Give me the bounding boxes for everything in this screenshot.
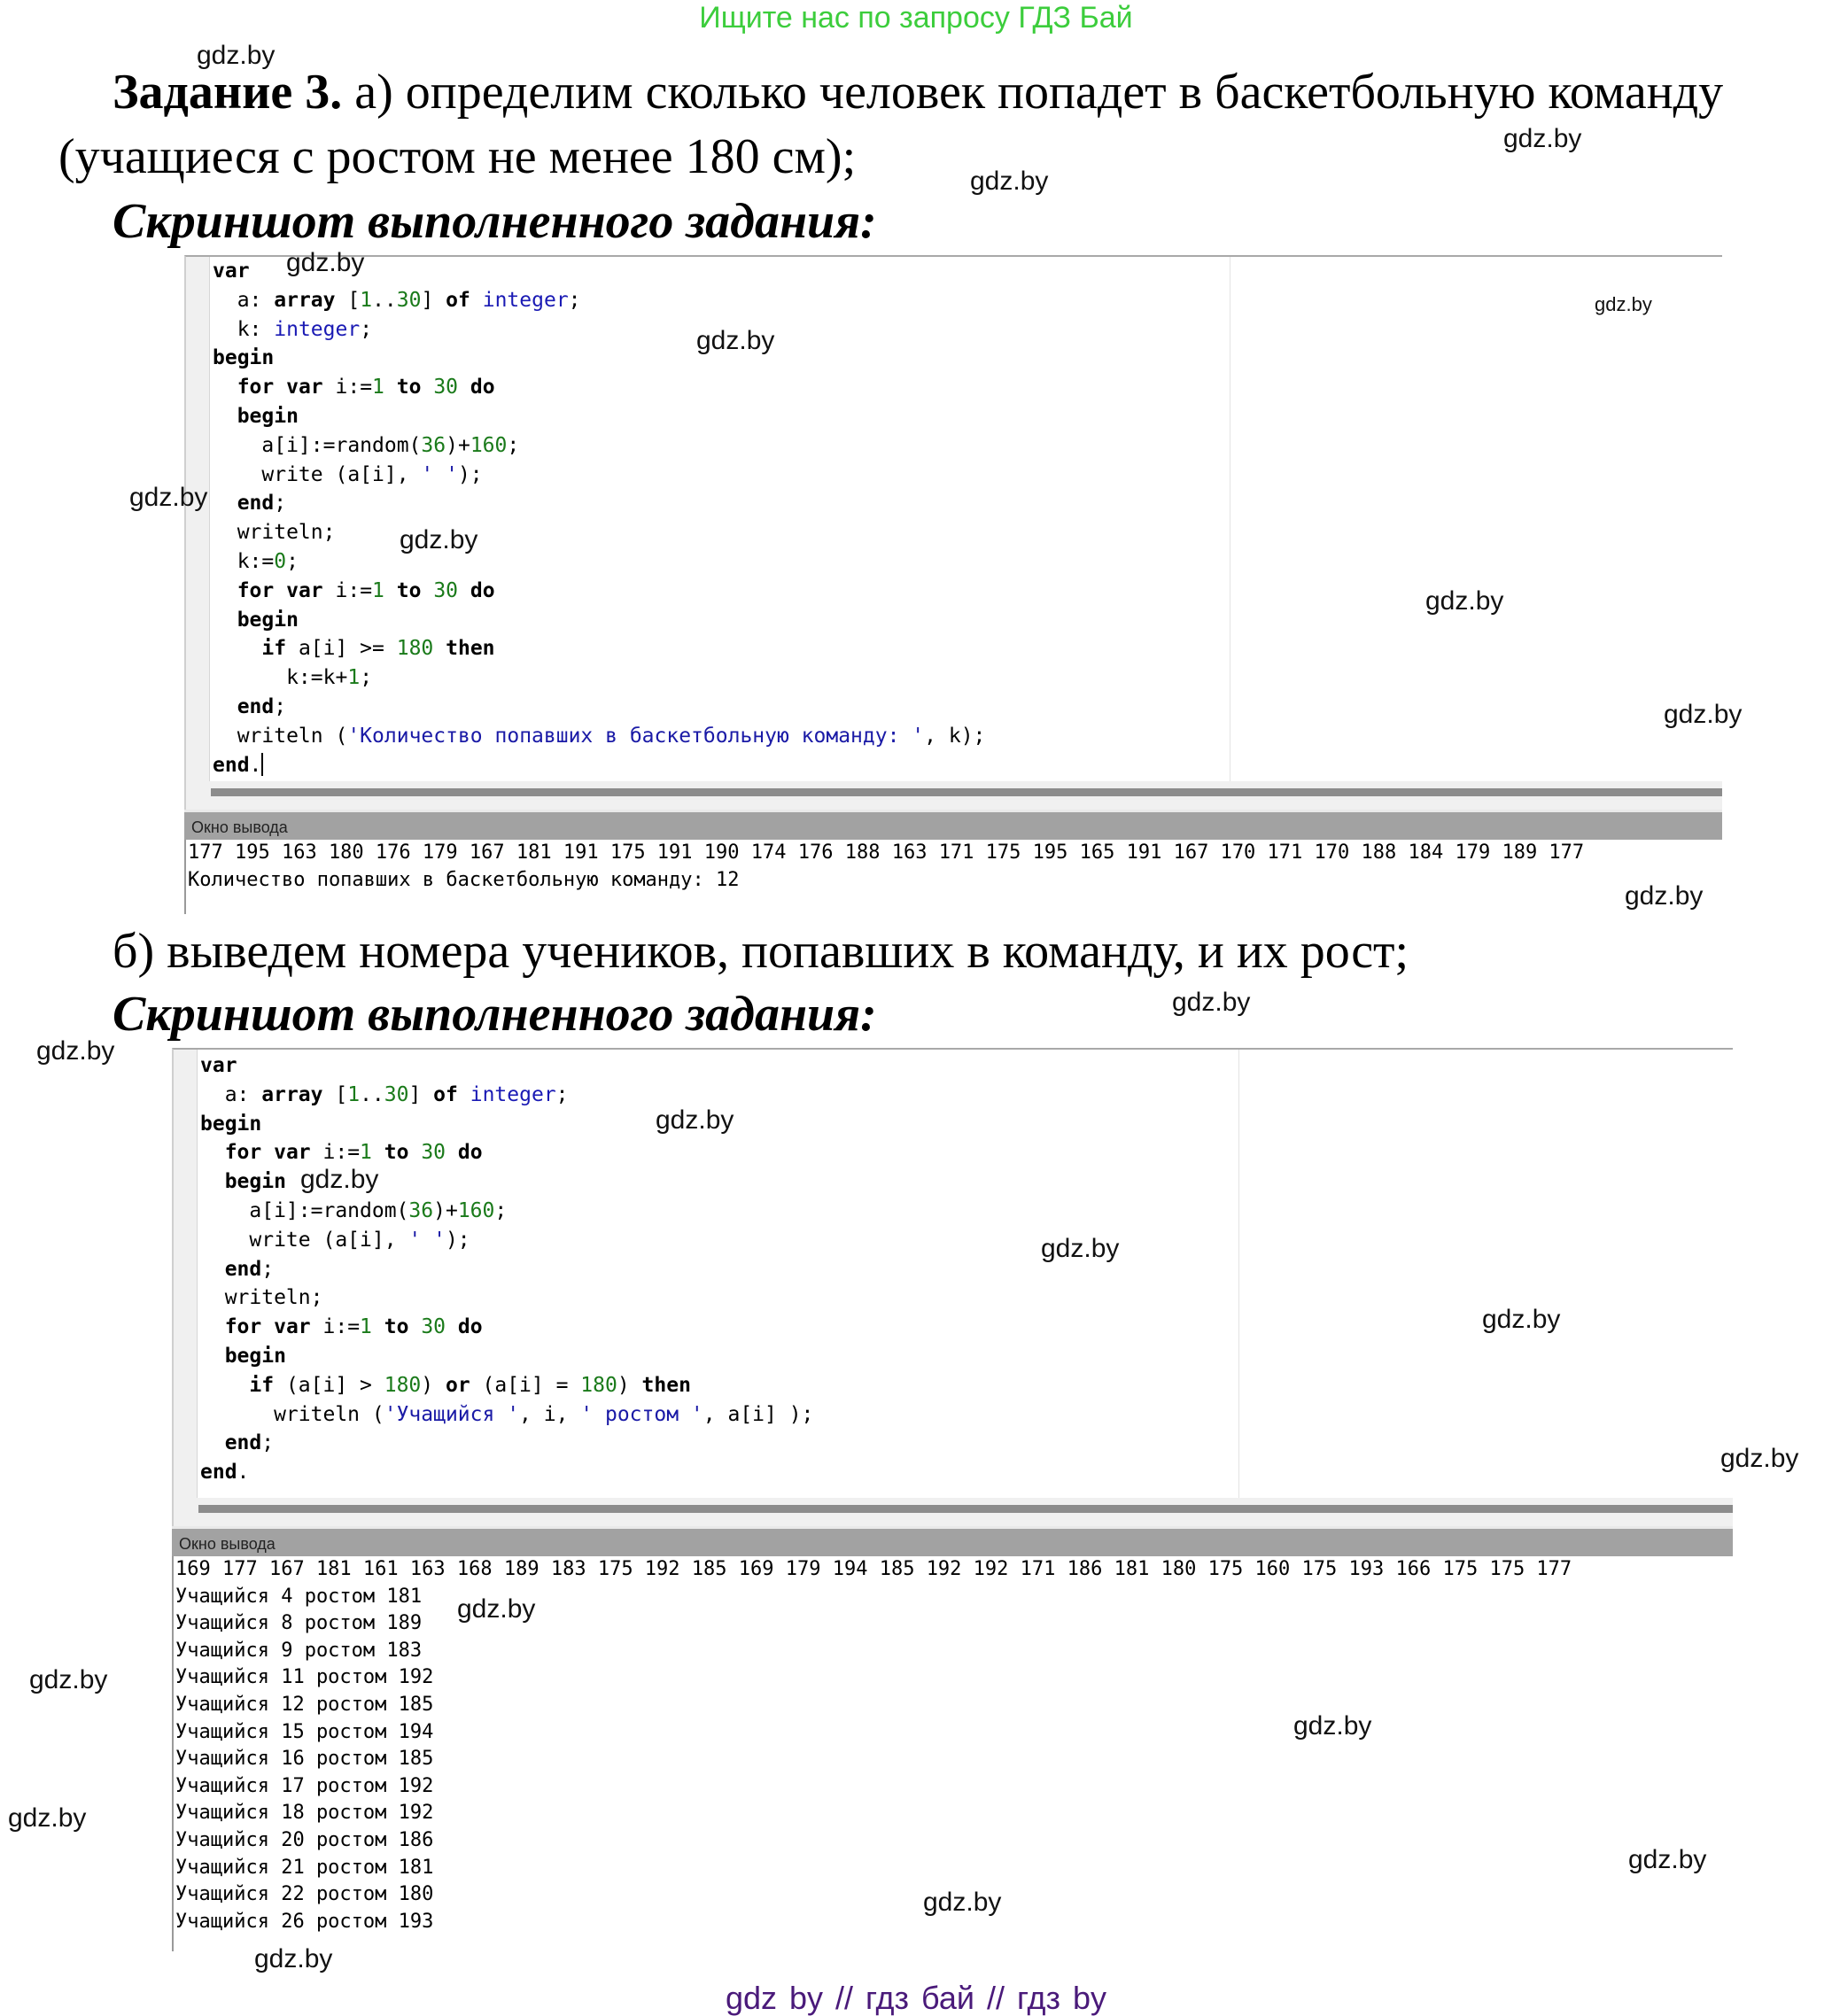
output-line: Учащийся 22 ростом 180 xyxy=(175,1883,434,1906)
screenshot-caption-b: Скриншот выполненного задания: xyxy=(113,987,877,1042)
output-line: Учащийся 4 ростом 181 xyxy=(175,1585,423,1608)
task-part-a-text: а) определим сколько человек попадет в баскетбольную команду xyxy=(342,65,1724,120)
code-line[interactable]: begin xyxy=(224,1170,286,1194)
output-panel-header-b: Окно вывода xyxy=(172,1526,1733,1556)
watermark: gdz.by xyxy=(197,41,276,70)
watermark: gdz.by xyxy=(300,1165,379,1194)
watermark: gdz.by xyxy=(400,525,478,554)
code-line[interactable]: a: array [1..30] of integer; xyxy=(200,1082,569,1106)
task-heading xyxy=(113,64,1723,120)
code-line[interactable]: end; xyxy=(237,694,287,718)
output-panel-header-a: Окно вывода xyxy=(184,810,1722,840)
watermark: gdz.by xyxy=(8,1803,87,1833)
task-part-b: б) выведем номера учеников, попавших в команду, и их рост; xyxy=(113,924,1409,979)
code-line[interactable]: writeln ('Учащийся ', i, ' ростом ', a[i] ); xyxy=(200,1402,814,1426)
code-line[interactable]: for var i:=1 to 30 do xyxy=(237,376,495,399)
watermark: gdz.by xyxy=(1293,1711,1372,1741)
code-line[interactable]: begin xyxy=(237,608,299,632)
watermark: gdz.by xyxy=(29,1665,108,1694)
watermark: gdz.by xyxy=(1625,881,1704,911)
footer-links[interactable]: gdz by // гдз бай // гдз by xyxy=(725,1980,1107,2016)
output-line: 169 177 167 181 161 163 168 189 183 175 192 185 169 179 194 185 192 192 171 186 181 180 175 160 175 193 166 175 175 177 xyxy=(175,1558,1572,1580)
code-line[interactable]: begin xyxy=(237,404,299,428)
code-line[interactable]: end. xyxy=(213,753,262,777)
code-line[interactable]: a[i]:=random(36)+160; xyxy=(213,433,520,457)
output-line: Учащийся 15 ростом 194 xyxy=(175,1720,434,1743)
code-line[interactable]: var xyxy=(200,1054,237,1077)
code-line[interactable]: a: array [1..30] of integer; xyxy=(213,288,581,312)
code-text-a[interactable] xyxy=(213,257,985,779)
watermark: gdz.by xyxy=(1595,293,1652,315)
scrollbar-thumb[interactable] xyxy=(198,1505,1733,1513)
watermark: gdz.by xyxy=(1041,1234,1120,1263)
output-line: Учащийся 9 ростом 183 xyxy=(175,1639,423,1662)
code-line[interactable]: a[i]:=random(36)+160; xyxy=(200,1198,508,1222)
ide-window-a xyxy=(184,255,1722,914)
code-line[interactable]: begin xyxy=(213,346,275,370)
output-line: Учащийся 8 ростом 189 xyxy=(175,1612,423,1635)
watermark: gdz.by xyxy=(1172,988,1251,1017)
code-line[interactable]: k:=k+1; xyxy=(213,666,373,690)
code-line[interactable]: if a[i] >= 180 then xyxy=(261,637,495,661)
code-line[interactable]: for var i:=1 to 30 do xyxy=(224,1141,483,1165)
code-line[interactable]: write (a[i], ' '); xyxy=(213,462,483,486)
ide-window-b xyxy=(172,1048,1733,1951)
code-line[interactable]: end; xyxy=(224,1257,275,1281)
watermark: gdz.by xyxy=(1664,700,1743,729)
code-line[interactable]: write (a[i], ' '); xyxy=(200,1228,470,1252)
output-line: Учащийся 12 ростом 185 xyxy=(175,1693,434,1716)
code-line[interactable]: k:=0; xyxy=(213,549,299,573)
output-line: Учащийся 21 ростом 181 xyxy=(175,1856,434,1879)
watermark: gdz.by xyxy=(457,1594,536,1624)
code-editor-a[interactable] xyxy=(184,255,1722,783)
task-part-a-line2: (учащиеся с ростом не менее 180 см); xyxy=(58,129,857,184)
output-line: Учащийся 17 ростом 192 xyxy=(175,1774,434,1797)
watermark: gdz.by xyxy=(696,326,775,355)
watermark: gdz.by xyxy=(254,1944,333,1973)
output-panel-a xyxy=(184,840,1722,914)
screenshot-caption-a: Скриншот выполненного задания: xyxy=(113,194,877,249)
code-line[interactable]: writeln ('Количество попавших в баскетбольную команду: ', k); xyxy=(213,724,986,748)
search-banner[interactable]: Ищите нас по запросу ГДЗ Бай xyxy=(699,1,1133,35)
watermark: gdz.by xyxy=(1503,124,1582,153)
right-margin-line xyxy=(1238,1050,1239,1500)
output-line: 177 195 163 180 176 179 167 181 191 175 191 190 174 176 188 163 171 175 195 165 191 167 170 171 170 188 184 179 189 177 xyxy=(188,841,1585,864)
code-line[interactable]: for var i:=1 to 30 do xyxy=(224,1315,483,1339)
code-line[interactable]: end; xyxy=(237,492,287,516)
task-number: Задание 3. xyxy=(113,65,343,120)
code-line[interactable]: writeln; xyxy=(213,521,336,545)
output-line: Учащийся 20 ростом 186 xyxy=(175,1828,434,1851)
watermark: gdz.by xyxy=(129,483,208,512)
code-line[interactable]: end; xyxy=(224,1431,275,1455)
horizontal-scrollbar-b[interactable] xyxy=(172,1498,1733,1526)
watermark: gdz.by xyxy=(36,1036,115,1066)
code-line[interactable]: begin xyxy=(224,1344,286,1368)
watermark: gdz.by xyxy=(1628,1845,1707,1874)
watermark: gdz.by xyxy=(1425,586,1504,616)
output-line: Учащийся 16 ростом 185 xyxy=(175,1748,434,1771)
watermark: gdz.by xyxy=(923,1888,1002,1917)
output-line: Учащийся 26 ростом 193 xyxy=(175,1910,434,1933)
code-line[interactable]: begin xyxy=(200,1112,262,1136)
code-line[interactable]: if (a[i] > 180) or (a[i] = 180) then xyxy=(249,1373,691,1397)
watermark: gdz.by xyxy=(286,248,365,277)
text-caret xyxy=(261,753,263,776)
code-line[interactable]: for var i:=1 to 30 do xyxy=(237,578,495,602)
watermark: gdz.by xyxy=(656,1105,734,1135)
output-line: Учащийся 11 ростом 192 xyxy=(175,1666,434,1689)
editor-gutter xyxy=(186,257,210,783)
output-line: Учащийся 18 ростом 192 xyxy=(175,1802,434,1825)
code-line[interactable]: var xyxy=(213,260,250,283)
code-line[interactable]: k: integer; xyxy=(213,317,373,341)
code-editor-b[interactable] xyxy=(172,1048,1733,1500)
editor-gutter xyxy=(174,1050,198,1500)
code-line[interactable]: end. xyxy=(200,1461,250,1485)
horizontal-scrollbar-a[interactable] xyxy=(184,781,1722,810)
code-line[interactable]: writeln; xyxy=(200,1286,323,1310)
watermark: gdz.by xyxy=(970,167,1049,196)
output-line: Количество попавших в баскетбольную команду: 12 xyxy=(188,868,740,891)
scrollbar-thumb[interactable] xyxy=(211,788,1722,796)
watermark: gdz.by xyxy=(1482,1305,1561,1334)
watermark: gdz.by xyxy=(1720,1444,1799,1473)
